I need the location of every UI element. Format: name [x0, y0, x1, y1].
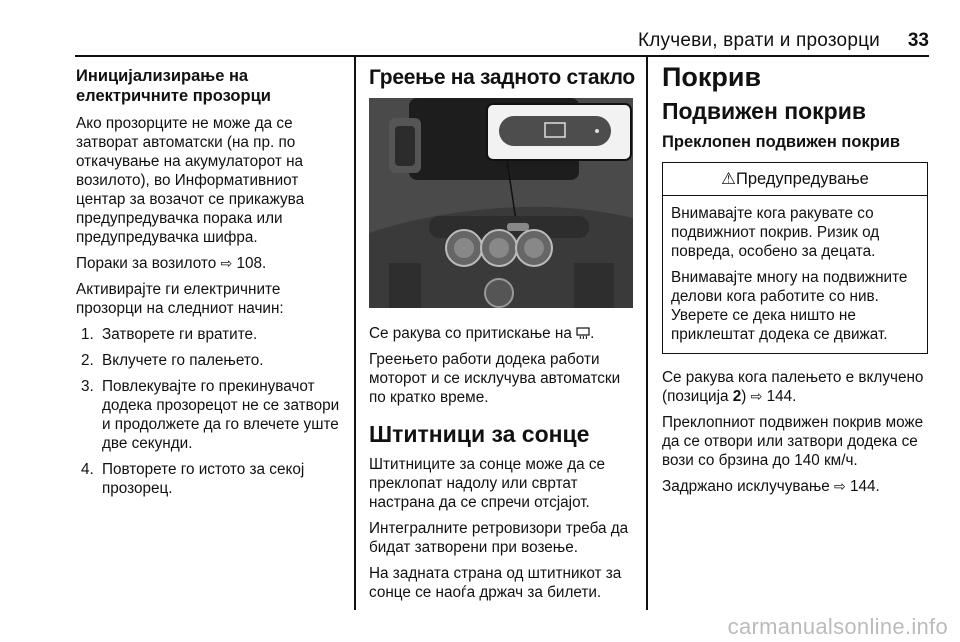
paragraph: Се ракува кога палењето е вклучено (позиција 2) ⇨ 144. [662, 369, 924, 405]
subsection-heading: Преклопен подвижен покрив [662, 133, 901, 151]
paragraph: Преклопниот подвижен покрив може да се отвори или затвори додека се вози со брзина до 140 км/ч. [662, 414, 924, 469]
warning-title: Предупредување [735, 170, 869, 188]
dashboard-illustration [369, 98, 633, 308]
page-number: 33 [907, 30, 929, 51]
list-item: 3. Повлекувајте го прекинувачот додека прозорецот не се затвори и продолжете да го влечете уште две секунди. [81, 378, 340, 452]
paragraph: Внимавајте кога ракувате со подвижниот покрив. Ризик од повреда, особено за децата. [671, 205, 880, 260]
column-1 [76, 66, 348, 505]
header-rule [75, 55, 929, 57]
steps-list [76, 325, 348, 498]
page-ref-arrow-icon: ⇨ [220, 255, 233, 271]
column-3 [662, 62, 928, 503]
warning-box [662, 162, 928, 354]
section-heading: Подвижен покрив [662, 98, 867, 124]
paragraph: Штитниците за сонце може да се преклопат надолу или свртат настрана да се спречи отсјајот. [369, 456, 606, 511]
paragraph: На задната страна од штитникот за сонце се наоѓа држач за билети. [369, 565, 622, 601]
column-2 [369, 66, 637, 609]
column-divider [354, 57, 356, 610]
paragraph: Задржано исклучување ⇨ 144. [662, 478, 880, 495]
warning-body [663, 196, 927, 353]
list-item: 4. Повторете го истото за секој прозорец. [81, 461, 305, 497]
paragraph: Внимавајте многу на подвижните делови кога работите со нив. Уверете се дека ништо не приклештат додека се движат. [671, 269, 908, 343]
column-divider [646, 57, 648, 610]
paragraph: Пораки за возилото ⇨ 108. [76, 255, 267, 272]
section-heading: Иницијализирање на електричните прозорци [76, 67, 271, 105]
list-item: 2. Вклучете го палењето. [81, 352, 264, 369]
rear-window-heater-icon [576, 327, 590, 339]
page-ref[interactable]: 144. [850, 478, 880, 495]
section-heading: Греење на задното стакло [369, 66, 635, 89]
warning-icon: ⚠ [721, 170, 736, 188]
page-header [0, 30, 960, 52]
list-item: 1. Затворете ги вратите. [81, 326, 258, 343]
chapter-heading: Покрив [662, 62, 762, 92]
paragraph: Ако прозорците не може да се затворат автоматски (на пр. по откачување на акумулаторот на возилото), во Информативниот центар за возачот се прикажува предупредувачка порака или предупредувачка шифра. [76, 115, 305, 246]
dashboard-photo [369, 98, 633, 308]
header-title: Клучеви, врати и прозорци [637, 30, 880, 51]
warning-header [663, 163, 927, 196]
page-ref-arrow-icon: ⇨ [750, 388, 763, 404]
paragraph: Интегралните ретровизори треба да бидат затворени при возење. [369, 520, 629, 556]
paragraph: Греењето работи додека работи моторот и се исклучува автоматски по кратко време. [369, 351, 621, 406]
page-ref[interactable]: 108. [236, 255, 267, 272]
page-ref-arrow-icon: ⇨ [834, 478, 846, 494]
page-ref[interactable]: 144. [766, 388, 797, 405]
watermark: carmanualsonline.info [727, 614, 948, 639]
section-heading: Штитници за сонце [369, 421, 590, 447]
paragraph: Активирајте ги електричните прозорци на следниот начин: [76, 281, 284, 317]
photo-caption: Се ракува со притискање на . [369, 325, 595, 342]
